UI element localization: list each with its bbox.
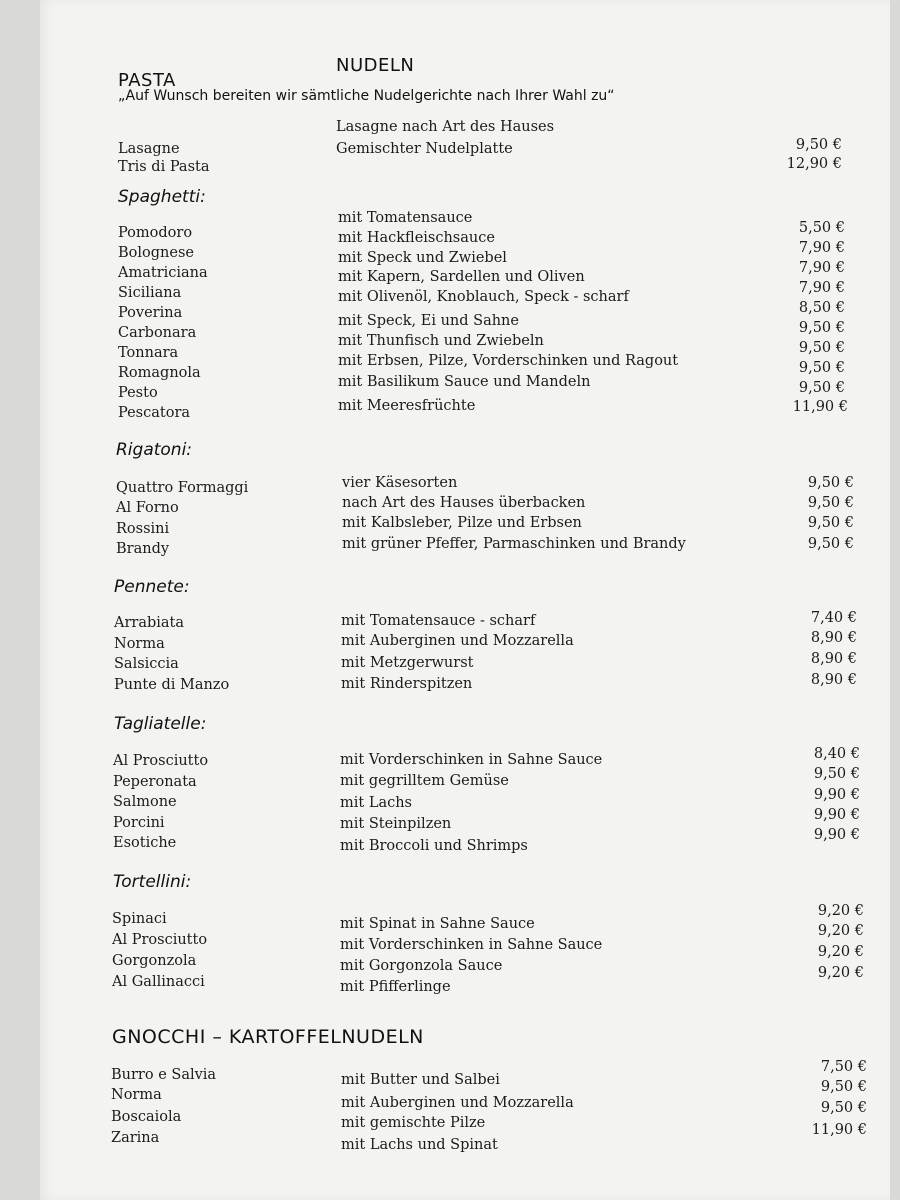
menu-item-desc: mit Lachs — [340, 795, 412, 811]
menu-item-name: Burro e Salvia — [111, 1067, 217, 1083]
menu-item-price: 9,20 € — [817, 965, 864, 981]
menu-item-desc: Lasagne nach Art des Hauses — [336, 119, 555, 135]
menu-item-name: Quattro Formaggi — [116, 480, 249, 496]
menu-item-name: Esotiche — [113, 835, 177, 851]
menu-item-price: 5,50 € — [798, 220, 845, 236]
section-title-pennete: Pennete: — [114, 577, 190, 597]
menu-item-desc: mit gemischte Pilze — [341, 1115, 486, 1131]
menu-item-name: Norma — [111, 1087, 162, 1103]
menu-item-name: Salsiccia — [114, 656, 179, 672]
menu-item-price: 9,50 € — [820, 1100, 867, 1116]
menu-item-desc: mit Tomatensauce — [338, 210, 473, 226]
menu-item-desc: mit Kalbsleber, Pilze und Erbsen — [342, 515, 582, 531]
section-title-gnocchi: GNOCCHI – KARTOFFELNUDELN — [112, 1026, 424, 1048]
menu-item-desc: mit Gorgonzola Sauce — [340, 958, 503, 974]
menu-item-name: Boscaiola — [111, 1109, 182, 1125]
menu-item-price: 9,50 € — [798, 320, 845, 336]
menu-item-name: Amatriciana — [118, 265, 208, 281]
section-title-tagliatelle: Tagliatelle: — [114, 714, 207, 734]
menu-item-name: Siciliana — [118, 285, 182, 301]
menu-item-name: Bolognese — [118, 245, 194, 261]
menu-item-name: Rossini — [116, 521, 170, 537]
menu-item-name: Tris di Pasta — [118, 159, 210, 175]
menu-item-name: Zarina — [111, 1130, 160, 1146]
menu-item-price: 9,50 € — [807, 536, 854, 552]
menu-item-price: 9,50 € — [813, 766, 860, 782]
section-title-spaghetti: Spaghetti: — [118, 187, 206, 207]
section-title-rigatoni: Rigatoni: — [116, 440, 193, 460]
menu-item-name: Lasagne — [118, 141, 180, 157]
menu-item-desc: mit Speck und Zwiebel — [338, 250, 507, 266]
menu-item-name: Peperonata — [113, 774, 197, 790]
menu-item-price: 7,90 € — [798, 240, 845, 256]
menu-item-desc: mit Meeresfrüchte — [338, 398, 476, 414]
menu-item-name: Al Prosciutto — [112, 932, 208, 948]
menu-item-price: 9,50 € — [795, 137, 842, 153]
menu-item-price: 9,90 € — [813, 787, 860, 803]
menu-item-price: 11,90 € — [811, 1122, 867, 1138]
menu-item-desc: mit gegrilltem Gemüse — [340, 773, 509, 789]
menu-item-price: 9,50 € — [798, 360, 845, 376]
menu-item-name: Salmone — [113, 794, 177, 810]
menu-item-price: 7,50 € — [820, 1059, 867, 1075]
menu-item-desc: mit Vorderschinken in Sahne Sauce — [340, 752, 603, 768]
menu-item-desc: mit Thunfisch und Zwiebeln — [338, 333, 544, 349]
menu-item-price: 9,90 € — [813, 827, 860, 843]
menu-item-price: 7,90 € — [798, 260, 845, 276]
menu-item-desc: mit Vorderschinken in Sahne Sauce — [340, 937, 603, 953]
section-title-tortellini: Tortellini: — [113, 872, 192, 892]
menu-item-desc: mit Auberginen und Mozzarella — [341, 1095, 574, 1111]
menu-item-name: Tonnara — [118, 345, 179, 361]
menu-item-desc: Gemischter Nudelplatte — [336, 141, 513, 157]
menu-item-price: 9,90 € — [813, 807, 860, 823]
menu-item-name: Al Prosciutto — [113, 753, 209, 769]
menu-item-price: 9,50 € — [807, 495, 854, 511]
menu-item-desc: mit Metzgerwurst — [341, 655, 474, 671]
menu-item-desc: vier Käsesorten — [342, 475, 458, 491]
menu-item-price: 8,90 € — [810, 651, 857, 667]
menu-item-name: Poverina — [118, 305, 183, 321]
menu-item-name: Spinaci — [112, 911, 167, 927]
menu-item-price: 9,20 € — [817, 903, 864, 919]
menu-item-name: Punte di Manzo — [114, 677, 230, 693]
intro-text: „Auf Wunsch bereiten wir sämtliche Nudelgerichte nach Ihrer Wahl zu“ — [118, 88, 615, 104]
menu-item-desc: mit Basilikum Sauce und Mandeln — [338, 374, 591, 390]
menu-item-desc: mit Pfifferlinge — [340, 979, 451, 995]
menu-item-name: Porcini — [113, 815, 165, 831]
nudeln-header: NUDELN — [336, 55, 415, 76]
menu-item-desc: mit Broccoli und Shrimps — [340, 838, 528, 854]
menu-item-name: Brandy — [116, 541, 170, 557]
menu-item-name: Pomodoro — [118, 225, 193, 241]
menu-item-desc: mit Erbsen, Pilze, Vorderschinken und Ragout — [338, 353, 679, 369]
menu-item-desc: mit Steinpilzen — [340, 816, 452, 832]
menu-item-name: Gorgonzola — [112, 953, 197, 969]
menu-item-name: Al Forno — [116, 500, 179, 516]
menu-item-price: 9,20 € — [817, 944, 864, 960]
menu-page — [40, 0, 890, 1200]
menu-item-desc: mit Olivenöl, Knoblauch, Speck - scharf — [338, 289, 629, 305]
menu-item-desc: mit grüner Pfeffer, Parmaschinken und Brandy — [342, 536, 686, 552]
menu-item-name: Pescatora — [118, 405, 191, 421]
menu-item-price: 8,90 € — [810, 672, 857, 688]
menu-item-price: 11,90 € — [792, 399, 848, 415]
menu-item-price: 7,90 € — [798, 280, 845, 296]
menu-item-price: 9,20 € — [817, 923, 864, 939]
menu-item-price: 7,40 € — [810, 610, 857, 626]
menu-item-name: Arrabiata — [114, 615, 185, 631]
menu-item-desc: mit Tomatensauce - scharf — [341, 613, 536, 629]
menu-item-name: Pesto — [118, 385, 158, 401]
menu-item-desc: mit Rinderspitzen — [341, 676, 473, 692]
menu-item-desc: mit Hackfleischsauce — [338, 230, 495, 246]
menu-item-price: 9,50 € — [798, 380, 845, 396]
menu-item-price: 8,90 € — [810, 630, 857, 646]
menu-item-desc: mit Butter und Salbei — [341, 1072, 500, 1088]
menu-item-desc: mit Speck, Ei und Sahne — [338, 313, 519, 329]
menu-item-price: 9,50 € — [807, 475, 854, 491]
menu-item-price: 8,50 € — [798, 300, 845, 316]
menu-item-desc: mit Lachs und Spinat — [341, 1137, 498, 1153]
pasta-header: PASTA — [118, 70, 176, 91]
menu-item-name: Al Gallinacci — [112, 974, 205, 990]
menu-item-price: 12,90 € — [786, 156, 842, 172]
menu-item-desc: nach Art des Hauses überbacken — [342, 495, 586, 511]
menu-item-price: 8,40 € — [813, 746, 860, 762]
menu-item-desc: mit Auberginen und Mozzarella — [341, 633, 574, 649]
menu-item-price: 9,50 € — [807, 515, 854, 531]
menu-item-desc: mit Kapern, Sardellen und Oliven — [338, 269, 585, 285]
menu-item-name: Romagnola — [118, 365, 201, 381]
menu-item-name: Norma — [114, 636, 165, 652]
menu-item-price: 9,50 € — [820, 1079, 867, 1095]
menu-item-desc: mit Spinat in Sahne Sauce — [340, 916, 535, 932]
menu-item-price: 9,50 € — [798, 340, 845, 356]
menu-item-name: Carbonara — [118, 325, 197, 341]
